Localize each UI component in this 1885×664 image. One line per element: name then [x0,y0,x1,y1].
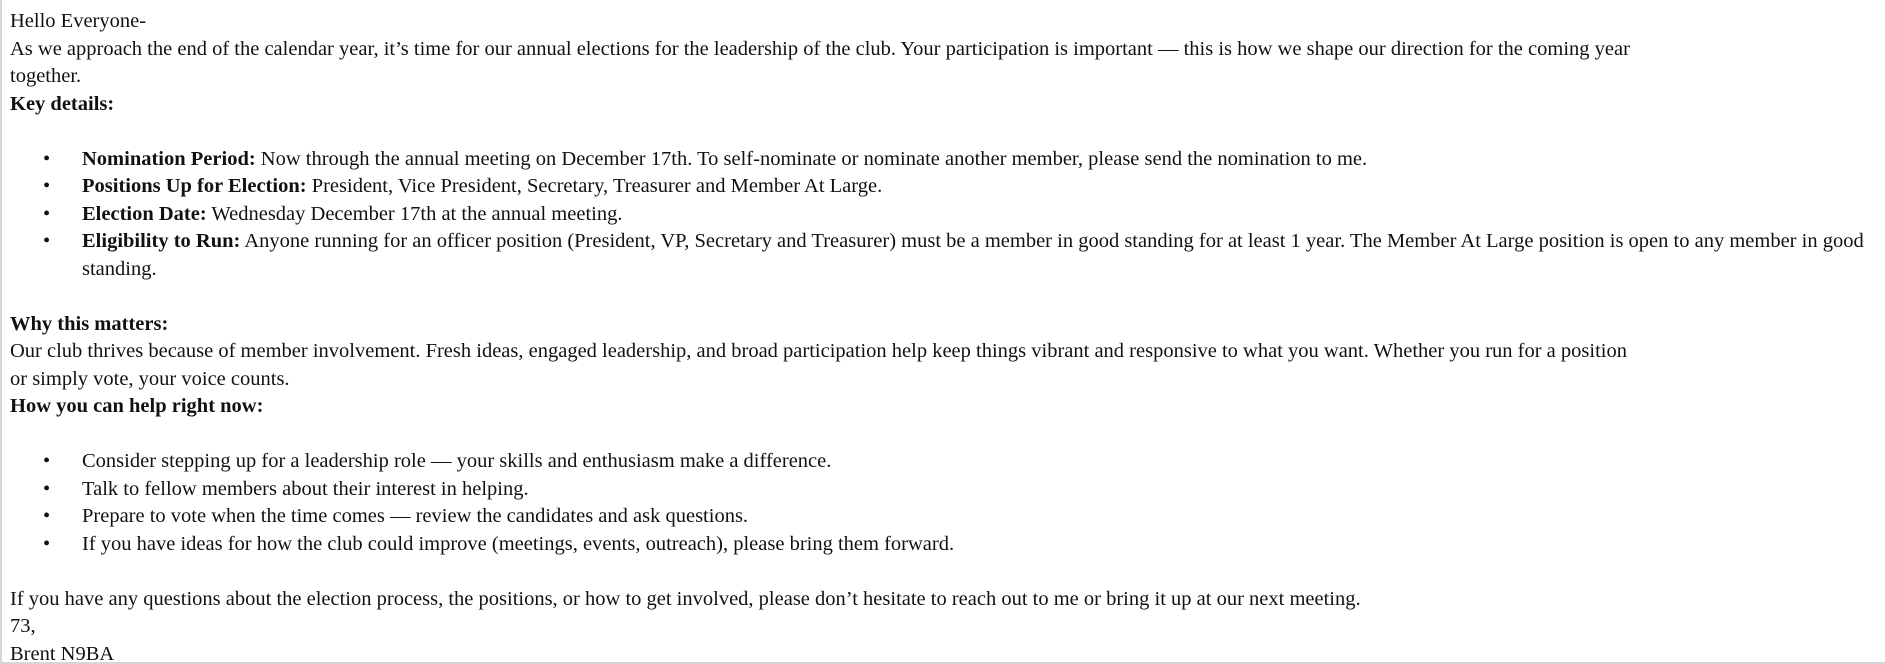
detail-term: Nomination Period: [82,147,256,170]
bullet-icon: • [43,532,51,555]
bullet-icon: • [43,175,51,197]
help-heading: How you can help right now: [10,395,264,417]
why-paragraph-line-1: Our club thrives because of member involvement. Fresh ideas, engaged leadership, and broad participation help keep things vibrant and responsive to what you want. Whether you run for a position [10,340,1627,362]
intro-paragraph-line-2: together. [10,65,82,87]
list-item [10,503,1882,531]
why-paragraph-line-2: or simply vote, your voice counts. [10,367,290,390]
intro-paragraph-line-1: As we approach the end of the calendar year, it’s time for our annual elections for the leadership of the club. Your participation is important — this is how we shape our direction for the coming year [10,37,1630,60]
list-item [10,448,1882,476]
detail-term: Eligibility to Run: [82,230,241,252]
detail-term: Election Date: [82,202,207,225]
list-item [10,201,1882,229]
greeting: Hello Everyone- [10,10,147,32]
key-details-list [10,146,1877,284]
bullet-icon: • [43,450,51,472]
list-item [10,173,1882,201]
key-details-heading: Key details: [10,92,115,115]
detail-text: President, Vice President, Secretary, Treasurer and Member At Large. [306,175,883,197]
signature: Brent N9BA [10,642,115,664]
list-item [10,531,1882,559]
bullet-icon: • [43,505,51,527]
why-heading: Why this matters: [10,312,169,335]
help-item-text: Consider stepping up for a leadership role — your skills and enthusiasm make a difference. [82,450,832,472]
detail-term: Positions Up for Election: [82,175,307,197]
spacer [10,118,1877,146]
help-item-text: If you have ideas for how the club could improve (meetings, events, outreach), please bring them forward. [82,532,955,555]
help-item-text: Talk to fellow members about their interest in helping. [82,477,529,500]
list-item [10,146,1882,174]
bullet-icon: • [43,230,51,252]
spacer [10,421,1877,449]
list-item [10,476,1882,504]
detail-text: Wednesday December 17th at the annual meeting. [206,202,623,225]
detail-text: Anyone running for an officer position (President, VP, Secretary and Treasurer) must be a member in good standing for at least 1 year. The Member At Large position is open to any member in good standing. [82,230,1864,280]
bullet-icon: • [43,202,51,225]
spacer [10,283,1877,311]
bullet-icon: • [43,477,51,500]
list-item [10,228,1882,283]
detail-text: Now through the annual meeting on December 17th. To self-nominate or nominate another member, please send the nomination to me. [255,147,1368,170]
bullet-icon: • [43,147,51,170]
signoff: 73, [10,615,36,637]
spacer [10,558,1877,586]
closing-paragraph: If you have any questions about the election process, the positions, or how to get involved, please don’t hesitate to reach out to me or bring it up at our next meeting. [10,587,1361,610]
help-item-text: Prepare to vote when the time comes — review the candidates and ask questions. [82,505,749,527]
help-list [10,448,1877,558]
